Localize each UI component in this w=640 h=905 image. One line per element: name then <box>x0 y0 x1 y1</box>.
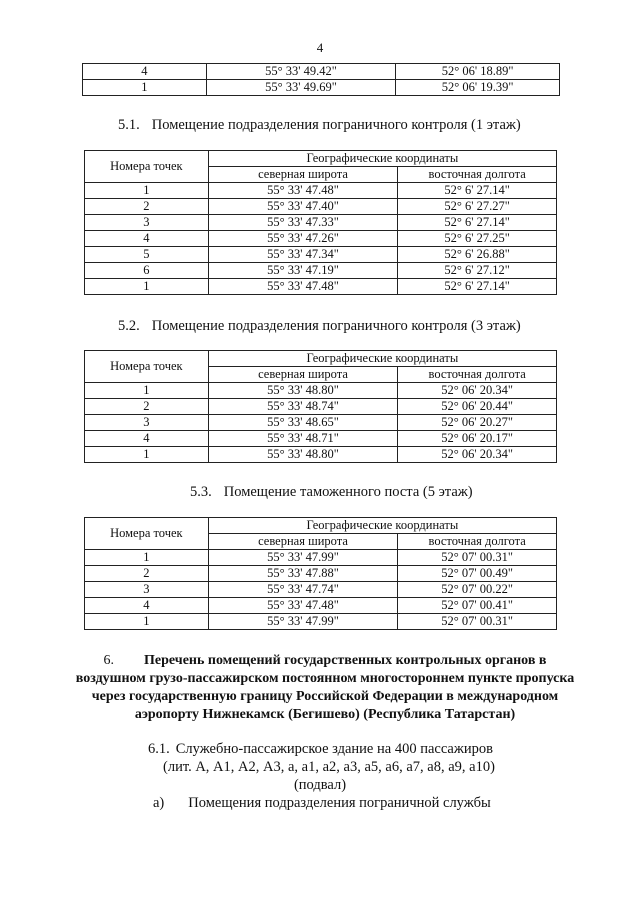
latitude-cell: 55° 33' 47.99" <box>208 614 398 630</box>
table-row <box>85 263 557 279</box>
table-row <box>85 550 557 566</box>
latitude-cell: 55° 33' 47.33" <box>208 215 398 231</box>
latitude-cell: 55° 33' 48.65" <box>208 415 398 431</box>
latitude-cell: 55° 33' 48.74" <box>208 399 398 415</box>
section-title-text: Помещение подразделения пограничного контроля (1 этаж) <box>151 117 521 133</box>
geo-coordinates-header: Географические координаты <box>208 351 556 367</box>
item-marker: а) <box>153 795 165 811</box>
point-cell: 1 <box>85 279 209 295</box>
point-cell: 2 <box>85 199 209 215</box>
point-cell: 4 <box>85 231 209 247</box>
table-header-row <box>85 351 557 367</box>
longitude-header: восточная долгота <box>398 167 557 183</box>
coordinates-table-continued <box>82 63 560 96</box>
longitude-cell: 52° 06' 20.34" <box>398 383 557 399</box>
section-title-text: Помещение подразделения пограничного контроля (3 этаж) <box>151 318 521 334</box>
point-cell: 5 <box>85 247 209 263</box>
table-row <box>85 614 557 630</box>
section-6-line: 6. Перечень помещений государственных контрольных органов в <box>103 653 547 668</box>
point-cell: 2 <box>85 566 209 582</box>
table-row <box>85 247 557 263</box>
point-cell: 4 <box>85 598 209 614</box>
item-a <box>153 795 491 812</box>
table-row <box>85 383 557 399</box>
section-number: 5.2. <box>118 318 140 334</box>
table-row <box>85 231 557 247</box>
points-header: Номера точек <box>85 351 209 383</box>
longitude-cell: 52° 06' 18.89" <box>396 64 560 80</box>
section-number: 5.1. <box>118 117 140 133</box>
table-row <box>85 279 557 295</box>
latitude-header: северная широта <box>208 167 398 183</box>
longitude-cell: 52° 6' 27.12" <box>398 263 557 279</box>
table-row <box>85 415 557 431</box>
latitude-cell: 55° 33' 47.99" <box>208 550 398 566</box>
latitude-cell: 55° 33' 47.48" <box>208 183 398 199</box>
section-5-2-title <box>118 318 521 335</box>
longitude-header: восточная долгота <box>398 367 557 383</box>
latitude-header: северная широта <box>208 367 398 383</box>
table-header-row <box>85 151 557 167</box>
longitude-cell: 52° 6' 27.14" <box>398 279 557 295</box>
coordinates-table-5-3 <box>84 517 557 630</box>
table-row <box>85 183 557 199</box>
point-cell: 3 <box>85 215 209 231</box>
longitude-cell: 52° 06' 20.17" <box>398 431 557 447</box>
latitude-cell: 55° 33' 47.40" <box>208 199 398 215</box>
longitude-cell: 52° 6' 26.88" <box>398 247 557 263</box>
latitude-cell: 55° 33' 48.80" <box>208 383 398 399</box>
longitude-header: восточная долгота <box>398 534 557 550</box>
point-cell: 3 <box>85 582 209 598</box>
latitude-cell: 55° 33' 47.88" <box>208 566 398 582</box>
section-title-text: Помещение таможенного поста (5 этаж) <box>223 484 473 500</box>
longitude-cell: 52° 07' 00.49" <box>398 566 557 582</box>
subsection-6-1-line3: (подвал) <box>293 777 347 793</box>
longitude-cell: 52° 06' 20.27" <box>398 415 557 431</box>
point-cell: 1 <box>85 447 209 463</box>
latitude-cell: 55° 33' 49.42" <box>206 64 396 80</box>
latitude-cell: 55° 33' 47.26" <box>208 231 398 247</box>
points-header: Номера точек <box>85 518 209 550</box>
table-row <box>85 431 557 447</box>
longitude-cell: 52° 07' 00.31" <box>398 614 557 630</box>
latitude-cell: 55° 33' 49.69" <box>206 80 396 96</box>
latitude-cell: 55° 33' 48.71" <box>208 431 398 447</box>
point-cell: 1 <box>85 183 209 199</box>
coordinates-table-5-1 <box>84 150 557 295</box>
section-number: 6. <box>103 653 115 668</box>
longitude-cell: 52° 06' 19.39" <box>396 80 560 96</box>
subsection-6-1-line2: (лит. А, А1, А2, А3, а, а1, а2, а3, а5, а6, а7, а8, а9, а10) <box>163 759 495 775</box>
section-number: 5.3. <box>190 484 212 500</box>
geo-coordinates-header: Географические координаты <box>208 151 556 167</box>
longitude-cell: 52° 07' 00.41" <box>398 598 557 614</box>
latitude-cell: 55° 33' 47.74" <box>208 582 398 598</box>
point-cell: 2 <box>85 399 209 415</box>
longitude-cell: 52° 07' 00.22" <box>398 582 557 598</box>
point-cell: 4 <box>83 64 207 80</box>
latitude-header: северная широта <box>208 534 398 550</box>
subsection-6-1-line1: 6.1. Служебно-пассажирское здание на 400 пассажиров <box>148 741 493 757</box>
table-row <box>85 598 557 614</box>
latitude-cell: 55° 33' 47.48" <box>208 598 398 614</box>
geo-coordinates-header: Географические координаты <box>208 518 556 534</box>
longitude-cell: 52° 07' 00.31" <box>398 550 557 566</box>
table-row <box>83 80 560 96</box>
latitude-cell: 55° 33' 47.34" <box>208 247 398 263</box>
point-cell: 3 <box>85 415 209 431</box>
section-6-line: воздушном грузо-пассажирском постоянном многостороннем пункте пропуска <box>75 671 575 686</box>
section-5-3-title <box>190 484 473 501</box>
table-header-row <box>85 518 557 534</box>
point-cell: 1 <box>85 614 209 630</box>
table-row <box>83 64 560 80</box>
point-cell: 1 <box>83 80 207 96</box>
latitude-cell: 55° 33' 48.80" <box>208 447 398 463</box>
point-cell: 1 <box>85 383 209 399</box>
latitude-cell: 55° 33' 47.48" <box>208 279 398 295</box>
longitude-cell: 52° 6' 27.27" <box>398 199 557 215</box>
table-row <box>85 215 557 231</box>
table-row <box>85 566 557 582</box>
page-number: 4 <box>316 40 324 55</box>
table-row <box>85 199 557 215</box>
coordinates-table-5-2 <box>84 350 557 463</box>
point-cell: 1 <box>85 550 209 566</box>
table-row <box>85 399 557 415</box>
longitude-cell: 52° 06' 20.34" <box>398 447 557 463</box>
longitude-cell: 52° 6' 27.14" <box>398 215 557 231</box>
table-row <box>85 582 557 598</box>
longitude-cell: 52° 06' 20.44" <box>398 399 557 415</box>
point-cell: 6 <box>85 263 209 279</box>
points-header: Номера точек <box>85 151 209 183</box>
section-5-1-title <box>118 117 521 134</box>
section-6-line: через государственную границу Российской Федерации в международном <box>91 689 559 704</box>
section-6-line: аэропорту Нижнекамск (Бегишево) (Республика Татарстан) <box>134 707 516 722</box>
longitude-cell: 52° 6' 27.25" <box>398 231 557 247</box>
longitude-cell: 52° 6' 27.14" <box>398 183 557 199</box>
latitude-cell: 55° 33' 47.19" <box>208 263 398 279</box>
item-text: Помещения подразделения пограничной службы <box>188 795 491 811</box>
table-row <box>85 447 557 463</box>
section-6-heading <box>60 652 590 724</box>
point-cell: 4 <box>85 431 209 447</box>
subsection-number: 6.1. <box>148 741 170 757</box>
